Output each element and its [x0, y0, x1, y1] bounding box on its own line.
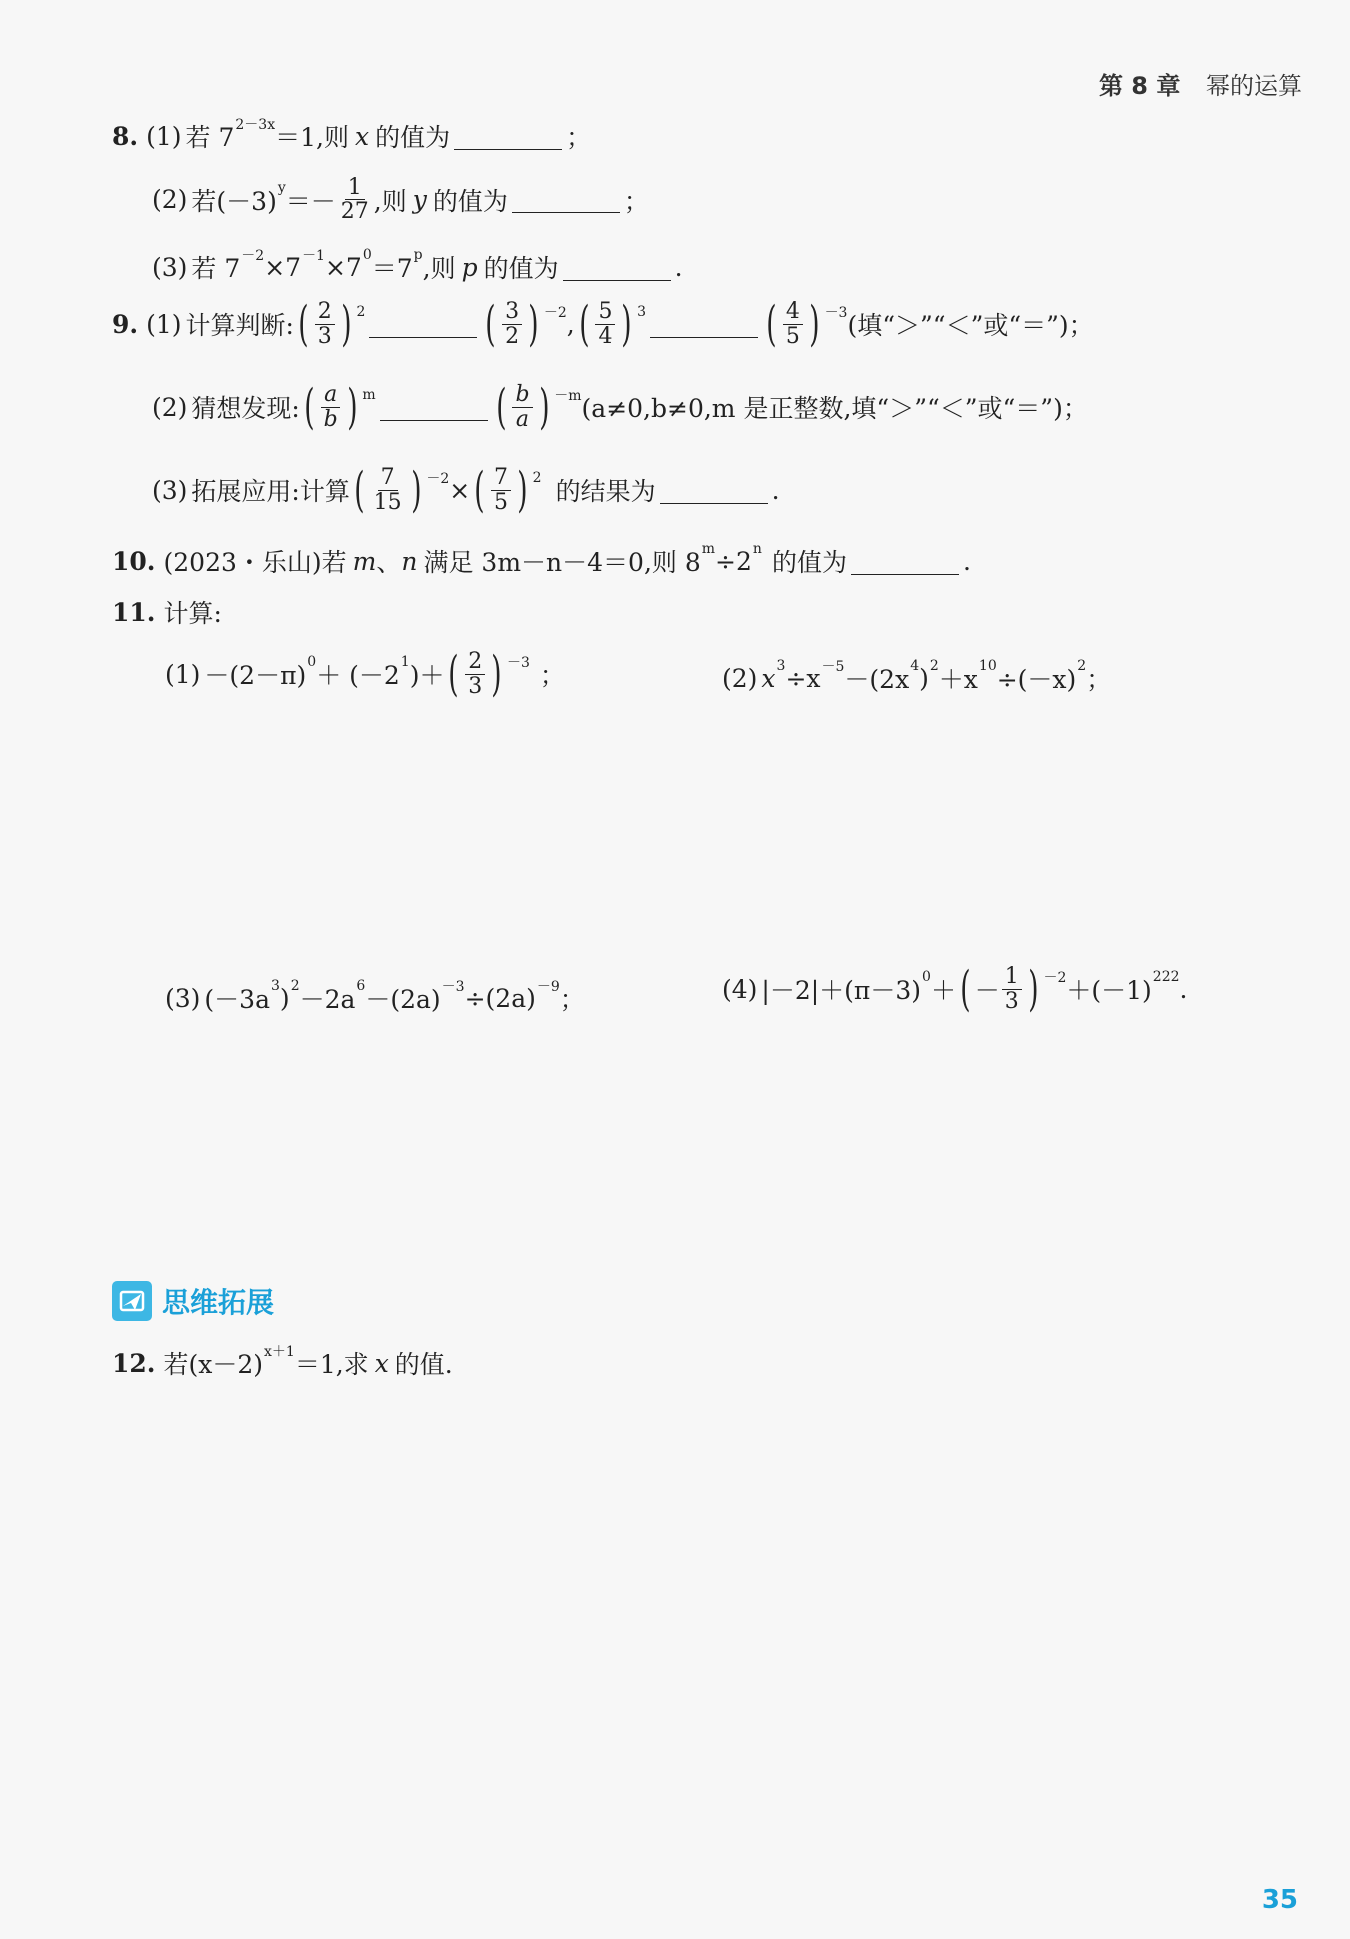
question-number: 9.	[112, 309, 139, 339]
numerator: a	[321, 383, 340, 407]
variable: x	[374, 1348, 389, 1378]
exponent: y	[277, 179, 286, 196]
question-9-part-1	[112, 296, 1094, 352]
exponent: 3	[271, 978, 280, 994]
text: ＋	[930, 976, 956, 1005]
text: 若 7	[185, 123, 235, 152]
fraction	[321, 383, 341, 430]
fraction	[595, 300, 615, 347]
answer-blank[interactable]	[512, 186, 620, 213]
part-label: (4)	[722, 974, 758, 1004]
paren: )	[528, 296, 539, 352]
paren: )	[1027, 961, 1039, 1017]
part-label: (2)	[722, 663, 758, 693]
text: 的值为	[483, 254, 559, 283]
text: ；	[623, 186, 649, 216]
exponent: 6	[356, 978, 366, 994]
paren: )	[621, 296, 632, 352]
exponent: －5	[821, 659, 845, 675]
answer-blank[interactable]	[369, 311, 477, 338]
text: 计算判断:	[185, 311, 294, 340]
page-header	[1099, 66, 1302, 101]
denominator: 3	[1004, 988, 1019, 1014]
question-number: 12.	[112, 1348, 156, 1378]
denominator: 2	[505, 323, 520, 349]
variable: n	[401, 546, 418, 576]
exponent: －3	[824, 305, 848, 321]
text: )	[279, 983, 290, 1013]
exponent: 3	[637, 304, 647, 320]
text: ＝1,求	[294, 1350, 369, 1379]
answer-blank[interactable]	[380, 394, 488, 421]
variable: p	[461, 252, 478, 282]
text: 的值.	[394, 1350, 453, 1379]
exponent: 4	[910, 658, 920, 674]
question-12	[112, 1345, 453, 1381]
denominator: 4	[598, 323, 613, 349]
text: )＋	[409, 661, 445, 690]
numerator: 7	[378, 466, 398, 490]
exponent: －1	[302, 248, 325, 264]
paren: )	[410, 462, 422, 518]
part-label: (1)	[165, 659, 201, 689]
paren: )	[346, 379, 358, 435]
paren: )	[340, 296, 352, 352]
text: 的值为	[432, 186, 508, 216]
numerator: 3	[502, 300, 522, 324]
text: ×	[449, 475, 471, 505]
exponent: 2－3x	[235, 117, 276, 133]
text: －2a	[299, 985, 356, 1014]
text: ÷2	[715, 546, 752, 576]
paren: )	[809, 296, 820, 352]
paper-plane-icon	[112, 1281, 152, 1321]
exponent: 222	[1152, 969, 1180, 985]
paren: (	[298, 296, 309, 352]
paren: )	[517, 462, 528, 518]
question-10	[112, 543, 971, 579]
answer-blank[interactable]	[851, 548, 959, 575]
numerator: 5	[595, 300, 615, 324]
answer-blank[interactable]	[660, 477, 768, 504]
fraction	[491, 466, 511, 513]
denominator: 3	[468, 673, 483, 699]
paren: (	[495, 379, 507, 435]
fraction	[371, 466, 405, 513]
variable: x	[354, 121, 370, 151]
question-11-part-1	[165, 646, 565, 702]
text: 若 7	[191, 254, 241, 283]
page-number: 35	[1261, 1885, 1298, 1915]
exponent: x＋1	[264, 1344, 295, 1360]
question-11-part-2	[722, 660, 1111, 696]
question-11	[112, 594, 222, 630]
exponent: 2	[1077, 658, 1087, 674]
text: ÷(2a)	[464, 983, 536, 1013]
fraction	[1002, 965, 1022, 1012]
text: .	[1179, 974, 1188, 1004]
part-label: (2)	[152, 392, 188, 422]
part-label: (1)	[146, 309, 182, 339]
fraction	[512, 383, 532, 430]
text: －(2－π)	[204, 661, 307, 690]
text: ＋ (－2	[316, 661, 400, 690]
fraction	[502, 300, 522, 347]
text: －(2a)	[365, 985, 441, 1014]
numerator: 2	[465, 650, 485, 674]
exponent: n	[752, 541, 762, 557]
denominator: a	[515, 406, 530, 432]
text: －(2x	[844, 665, 910, 694]
question-8-part-3	[152, 249, 683, 285]
fraction	[315, 300, 335, 347]
text: ＋(－1)	[1066, 976, 1152, 1005]
text: ＝－	[285, 186, 336, 216]
denominator: 3	[317, 323, 332, 349]
text: ＝1,则	[275, 123, 349, 152]
question-8-part-2	[152, 176, 649, 223]
section-title: 思维拓展	[162, 1286, 275, 1319]
part-label: (3)	[152, 475, 188, 505]
text: ,则	[373, 186, 407, 216]
paren: )	[538, 379, 550, 435]
text: 若(x－2)	[163, 1350, 264, 1379]
chapter-title: 幂的运算	[1206, 72, 1302, 100]
text: )	[919, 663, 929, 693]
paren: (	[578, 296, 590, 352]
paren: (	[766, 296, 777, 352]
text: (填“＞”“＜”或“＝”)；	[847, 311, 1094, 340]
exponent: 2	[929, 658, 939, 674]
text: ÷x	[785, 663, 821, 693]
text: 若(－3)	[191, 186, 277, 216]
section-heading	[112, 1281, 274, 1321]
question-11-part-4	[722, 961, 1188, 1017]
text: 、	[376, 548, 402, 577]
paren: (	[960, 961, 971, 1017]
exponent: p	[413, 247, 423, 263]
exponent: m	[362, 387, 376, 403]
variable: m	[352, 546, 377, 576]
numerator: 2	[315, 300, 335, 324]
question-11-part-3	[165, 980, 585, 1016]
text: 猜想发现:	[191, 394, 300, 423]
exponent: 0	[922, 969, 931, 985]
exponent: 0	[362, 247, 372, 263]
exponent: 2	[356, 304, 366, 320]
paren: (	[448, 646, 460, 702]
question-number: 8.	[112, 121, 139, 151]
text: (a≠0,b≠0,m 是正整数,填“＞”“＜”或“＝”)；	[581, 394, 1088, 423]
exponent: 1	[400, 654, 410, 670]
text: 满足 3m－n－4＝0,则 8	[423, 548, 701, 577]
answer-blank[interactable]	[650, 311, 758, 338]
numerator: 7	[491, 466, 511, 490]
paren: (	[354, 462, 365, 518]
text: .	[962, 546, 971, 576]
exponent: m	[701, 541, 716, 557]
text: ；	[1086, 665, 1112, 694]
fraction	[783, 300, 803, 347]
denominator: 5	[785, 323, 800, 349]
part-label: (3)	[165, 983, 201, 1013]
variable: x	[761, 663, 776, 693]
question-number: 11.	[112, 597, 156, 627]
text: (－3a	[204, 985, 270, 1014]
question-number: 10.	[112, 546, 156, 576]
fraction	[465, 650, 485, 697]
denominator: 5	[493, 489, 508, 515]
text: ；	[559, 985, 585, 1014]
exponent: －2	[543, 305, 567, 321]
text: ,	[566, 309, 575, 339]
numerator: 1	[345, 176, 365, 200]
paren: (	[474, 462, 485, 518]
text: 的值为	[771, 548, 847, 577]
text: 拓展应用:计算	[191, 477, 350, 506]
part-label: (3)	[152, 252, 188, 282]
numerator: 4	[783, 300, 803, 324]
paren: (	[485, 296, 496, 352]
exponent: －9	[536, 979, 560, 995]
text: ×7	[324, 252, 362, 282]
exponent: 10	[978, 658, 997, 674]
exponent: －2	[241, 248, 265, 264]
exponent: －m	[554, 388, 582, 404]
exponent: 2	[290, 978, 300, 994]
text: .	[674, 252, 683, 282]
paren: (	[304, 379, 315, 435]
paren: )	[491, 646, 502, 702]
exponent: 2	[532, 470, 542, 486]
part-label: (1)	[146, 121, 182, 151]
denominator: b	[323, 406, 338, 432]
exponent: －3	[506, 655, 530, 671]
denominator: 15	[373, 489, 402, 515]
answer-blank[interactable]	[454, 123, 562, 150]
text: ；	[566, 123, 592, 152]
text: ；	[539, 661, 565, 690]
text: ＝7	[371, 254, 413, 283]
answer-blank[interactable]	[563, 254, 671, 281]
text: ＋x	[938, 665, 978, 694]
text: 的值为	[375, 123, 451, 152]
exponent: －2	[1043, 970, 1067, 986]
exponent: －2	[426, 471, 450, 487]
text: ×7	[264, 252, 302, 282]
exponent: 0	[307, 654, 317, 670]
text: ,则	[422, 254, 456, 283]
text: .	[771, 475, 780, 505]
variable: y	[412, 185, 427, 215]
exponent: 3	[776, 658, 786, 674]
denominator: 27	[340, 199, 369, 225]
fraction	[338, 176, 372, 223]
text: 计算:	[163, 599, 222, 628]
numerator: 1	[1002, 965, 1022, 989]
exponent: －3	[441, 979, 465, 995]
chapter-number: 第 8 章	[1098, 72, 1181, 100]
text: －	[974, 976, 1000, 1005]
part-label: (2)	[152, 185, 188, 215]
text: ÷(－x)	[996, 665, 1077, 694]
numerator: b	[512, 383, 532, 407]
question-8-part-1	[112, 118, 591, 154]
question-9-part-2	[152, 379, 1088, 435]
question-9-part-3	[152, 462, 780, 518]
text: 的结果为	[555, 477, 656, 506]
text: (2023・乐山)若	[163, 548, 347, 577]
text: |－2|＋(π－3)	[761, 976, 922, 1005]
